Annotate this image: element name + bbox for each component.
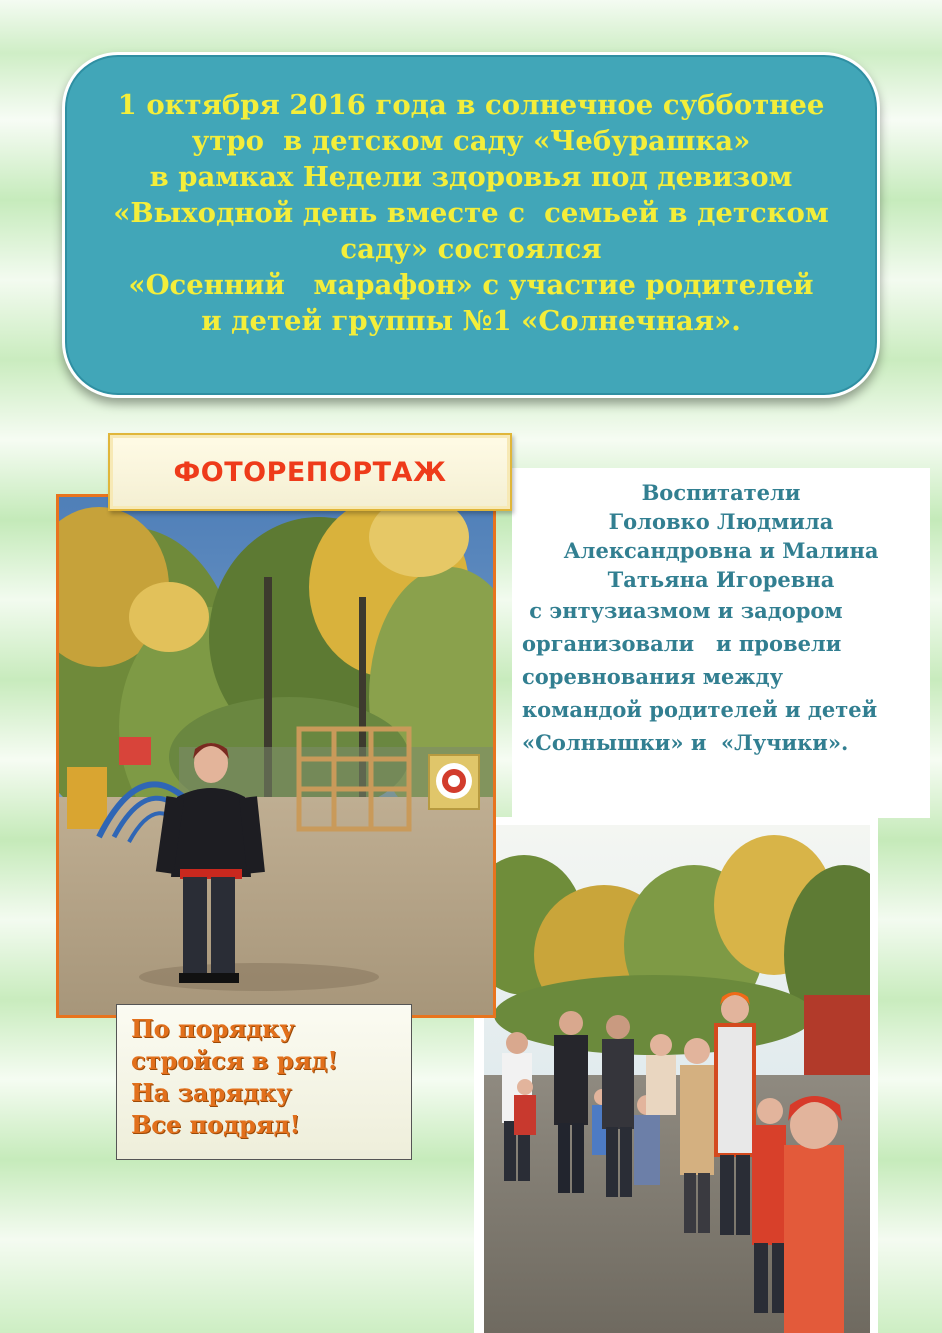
poem-line: По порядку xyxy=(131,1014,295,1043)
teachers-description xyxy=(512,594,930,759)
teachers-line: Головко Людмила xyxy=(608,509,834,534)
intro-text xyxy=(91,87,851,339)
teachers-text-box xyxy=(512,468,930,818)
teachers-line: Александровна и Малина xyxy=(563,538,879,563)
teachers-desc-line: командой родителей и детей xyxy=(522,697,878,722)
intro-line: и детей группы №1 «Солнечная». xyxy=(201,305,741,337)
intro-line: утро в детском саду «Чебурашка» xyxy=(191,125,751,157)
intro-line: 1 октября 2016 года в солнечное субботнее xyxy=(117,89,825,121)
teachers-line: Воспитатели xyxy=(641,480,801,505)
playground-photo-illustration xyxy=(59,497,493,1015)
teachers-desc-line: организовали и провели xyxy=(522,631,842,656)
photo-report-title-box xyxy=(108,433,512,511)
group-warmup-photo-frame xyxy=(474,817,878,1333)
intro-banner xyxy=(62,52,880,398)
poem-line: Все подряд! xyxy=(131,1110,301,1139)
teachers-names xyxy=(512,478,930,594)
intro-line: «Выходной день вместе с семьей в детском xyxy=(113,197,829,229)
playground-woman-photo xyxy=(56,494,496,1018)
poem-line: стройся в ряд! xyxy=(131,1046,338,1075)
photo-report-title: ФОТОРЕПОРТАЖ xyxy=(173,456,447,488)
teachers-desc-line: «Солнышки» и «Лучики». xyxy=(522,730,849,755)
teachers-line: Татьяна Игоревна xyxy=(607,567,835,592)
poem-text xyxy=(131,1013,411,1141)
teachers-desc-line: соревнования между xyxy=(522,664,784,689)
intro-line: «Осенний марафон» с участие родителей xyxy=(128,269,814,301)
poem-box xyxy=(116,1004,412,1160)
intro-line: в рамках Недели здоровья под девизом xyxy=(149,161,793,193)
intro-line: саду» состоялся xyxy=(340,233,602,265)
poem-line: На зарядку xyxy=(131,1078,292,1107)
group-photo-illustration xyxy=(484,825,870,1333)
teachers-desc-line: с энтузиазмом и задором xyxy=(522,598,843,623)
group-warmup-photo xyxy=(484,825,870,1333)
